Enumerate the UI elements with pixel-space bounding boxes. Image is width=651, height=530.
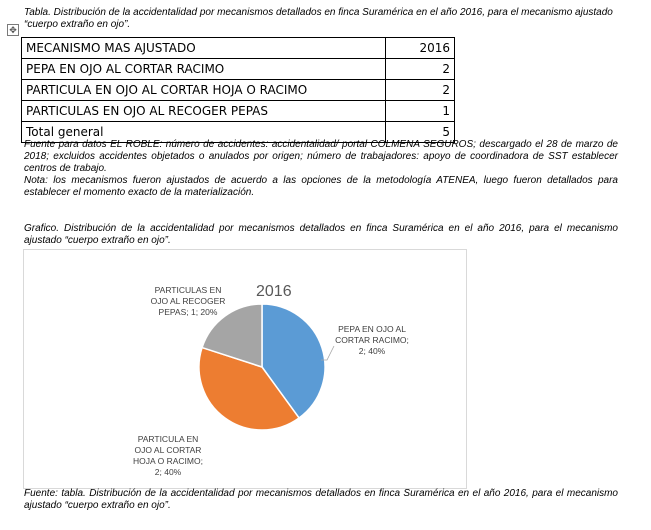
data-label-line: PARTICULAS EN (154, 285, 222, 295)
row-value-cell: 1 (386, 101, 455, 122)
data-label (140, 285, 236, 318)
data-label-line: OJO AL CORTAR (134, 445, 202, 455)
pie-chart-svg (24, 250, 466, 488)
data-label (128, 434, 208, 478)
table-row (22, 80, 455, 101)
chart-title: 2016 (256, 283, 292, 300)
table-caption (24, 7, 618, 31)
data-label (324, 324, 420, 357)
pie-slices (199, 304, 325, 430)
source-note (24, 139, 618, 199)
source-note-line: Fuente para datos EL ROBLE: número de accidentes: accidentalidad/ portal COLMENA SEGUROS; descargado el 28 de marzo de 2018; excluidos accidentes objetados o anulados por origen; número de trabajadores: apoyo de coordinadora de SST establecer centros de trabajo. (24, 139, 618, 174)
chart-caption-text: Grafico. Distribución de la accidentalidad por mecanismos detallados en finca Suramérica en el año 2016, para el mecanismo ajustado “cuerpo extraño en ojo”. (24, 223, 618, 246)
table-caption-text: Tabla. Distribución de la accidentalidad por mecanismos detallados en finca Suramérica en el año 2016, para el mecanismo ajustado “cuerpo extraño en ojo”. (24, 7, 613, 30)
total-label-cell: Total general (22, 122, 386, 143)
table-move-handle-icon[interactable]: ✥ (7, 24, 19, 36)
total-value-cell: 5 (386, 122, 455, 143)
header-year-cell: 2016 (386, 38, 455, 59)
chart-caption (24, 223, 618, 247)
table-row (22, 59, 455, 80)
figure-source-text: Fuente: tabla. Distribución de la accidentalidad por mecanismos detallados en finca Suramérica en el año 2016, para el mecanismo ajustado “cuerpo extraño en ojo”. (24, 488, 618, 511)
row-value-cell: 2 (386, 59, 455, 80)
header-label-cell: MECANISMO MAS AJUSTADO (22, 38, 386, 59)
table-row (22, 101, 455, 122)
figure-source (24, 488, 618, 512)
data-label-line: 2; 40% (358, 346, 386, 356)
data-label-line: OJO AL RECOGER (150, 296, 226, 306)
source-note-nota: Nota: los mecanismos fueron ajustados de acuerdo a las opciones de la metodología ATENEA, luego fueron detallados para establecer el momento exacto de la materialización. (24, 175, 618, 198)
data-label-line: 2; 40% (154, 467, 182, 477)
row-label-cell: PEPA EN OJO AL CORTAR RACIMO (22, 59, 386, 80)
data-label-line: PEPA EN OJO AL (338, 324, 406, 334)
data-label-line: CORTAR RACIMO; (335, 335, 409, 345)
row-label-cell: PARTICULAS EN OJO AL RECOGER PEPAS (22, 101, 386, 122)
row-value-cell: 2 (386, 80, 455, 101)
data-label-line: PEPAS; 1; 20% (158, 307, 218, 317)
data-label-line: HOJA O RACIMO; (133, 456, 203, 466)
row-label-cell: PARTICULA EN OJO AL CORTAR HOJA O RACIMO (22, 80, 386, 101)
pie-chart[interactable] (23, 249, 467, 489)
table-header-row (22, 38, 455, 59)
mechanism-table (21, 37, 455, 143)
data-label-line: PARTICULA EN (137, 434, 199, 444)
